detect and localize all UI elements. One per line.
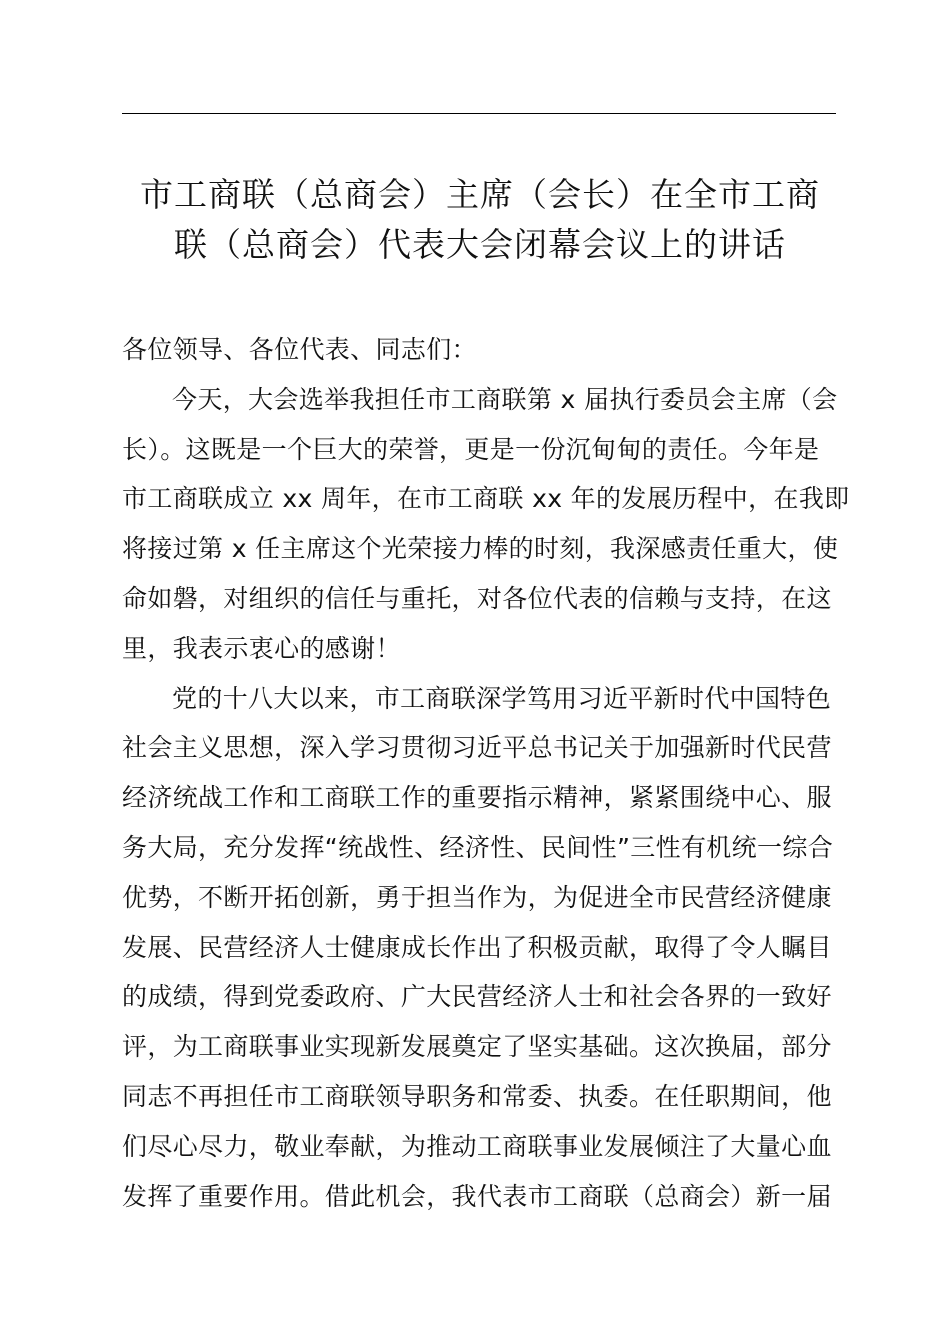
paragraph-2-line-6: 发展、民营经济人士健康成长作出了积极贡献，取得了令人瞩目	[122, 932, 832, 962]
paragraph-2-line-7: 的成绩，得到党委政府、广大民营经济人士和社会各界的一致好	[122, 982, 832, 1012]
paragraph-1-line-3: 市工商联成立 xx 周年，在市工商联 xx 年的发展历程中，在我即	[122, 484, 850, 514]
paragraph-1	[122, 375, 850, 674]
paragraph-2-line-10: 们尽心尽力，敬业奉献，为推动工商联事业发展倾注了大量心血	[122, 1131, 832, 1161]
paragraph-2-line-8: 评，为工商联事业实现新发展奠定了坚实基础。这次换届，部分	[122, 1032, 832, 1062]
paragraph-1-line-6: 里，我表示衷心的感谢！	[122, 633, 401, 663]
paragraph-1-line-2: 长）。这既是一个巨大的荣誉，更是一份沉甸甸的责任。今年是	[122, 434, 820, 464]
paragraph-2	[122, 674, 838, 1222]
paragraph-1-line-1: 今天，大会选举我担任市工商联第 x 届执行委员会主席（会	[172, 384, 838, 414]
paragraph-2-line-4: 务大局，充分发挥“统战性、经济性、民间性”三性有机统一综合	[122, 832, 834, 862]
paragraph-2-line-11: 发挥了重要作用。借此机会，我代表市工商联（总商会）新一届	[122, 1181, 832, 1211]
title-line-1: 市工商联（总商会）主席（会长）在全市工商	[140, 175, 820, 214]
paragraph-2-line-1: 党的十八大以来，市工商联深学笃用习近平新时代中国特色	[172, 683, 832, 713]
paragraph-1-line-5: 命如磐，对组织的信任与重托，对各位代表的信赖与支持，在这	[122, 583, 832, 613]
paragraph-2-line-3: 经济统战工作和工商联工作的重要指示精神，紧紧围绕中心、服	[122, 783, 832, 813]
header-rule	[122, 113, 836, 114]
document-body	[122, 325, 850, 1221]
paragraph-2-line-2: 社会主义思想，深入学习贯彻习近平总书记关于加强新时代民营	[122, 733, 832, 763]
salutation: 各位领导、各位代表、同志们：	[122, 335, 477, 364]
document-title	[110, 170, 850, 270]
paragraph-1-line-4: 将接过第 x 任主席这个光荣接力棒的时刻，我深感责任重大，使	[122, 534, 839, 564]
paragraph-2-line-9: 同志不再担任市工商联领导职务和常委、执委。在任职期间，他	[122, 1081, 832, 1111]
title-line-2: 联（总商会）代表大会闭幕会议上的讲话	[174, 225, 786, 264]
paragraph-2-line-5: 优势，不断开拓创新，勇于担当作为，为促进全市民营经济健康	[122, 882, 832, 912]
